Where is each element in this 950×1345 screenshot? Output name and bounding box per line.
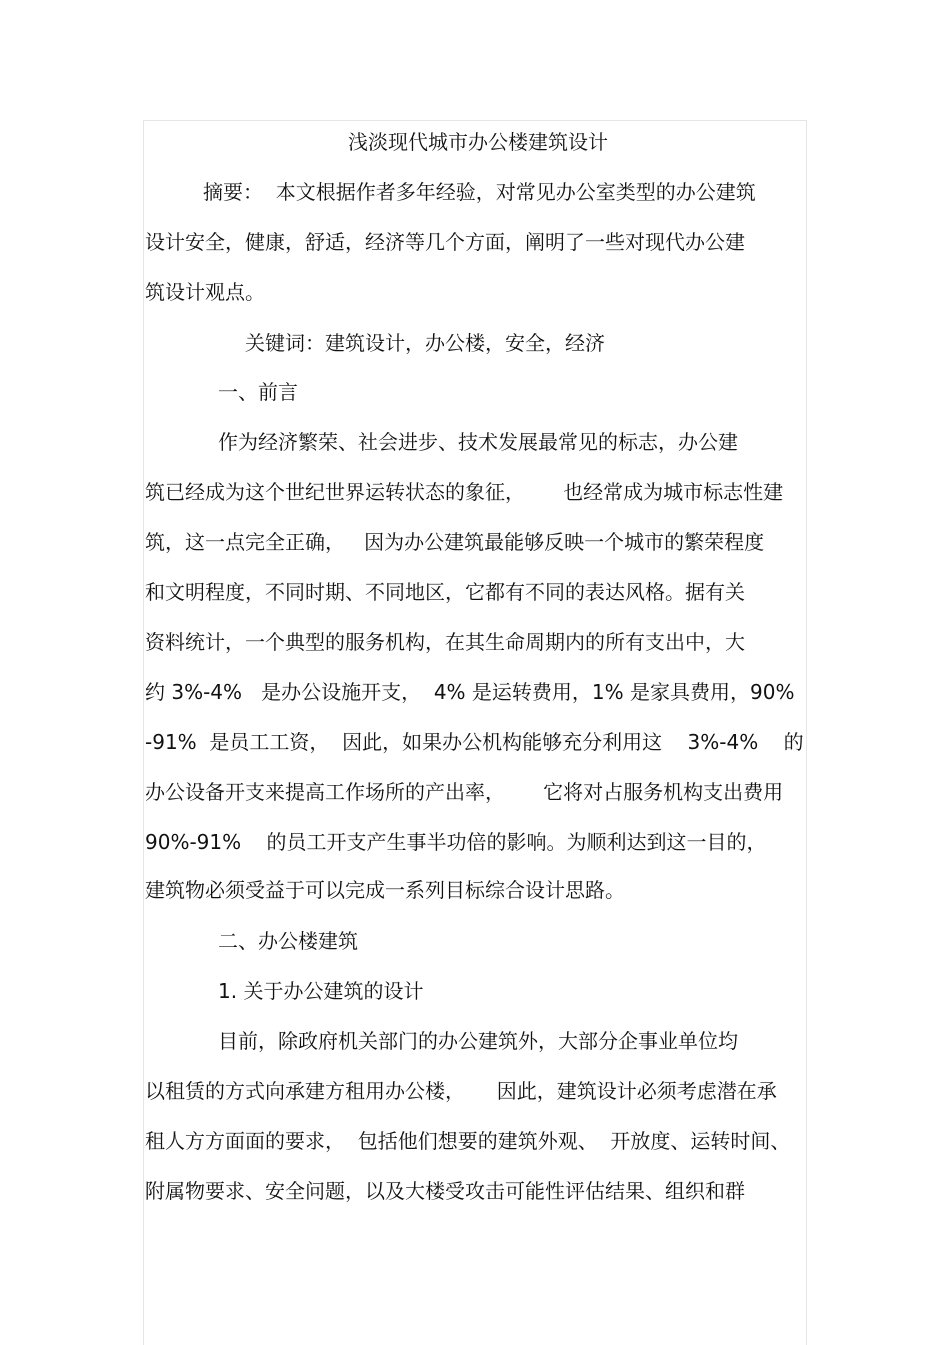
abstract-line: 摘要： 本文根据作者多年经验，对常见办公室类型的办公建筑 [203,180,756,204]
body-text-line: 约 3%-4% 是办公设施开支， 4% 是运转费用，1% 是家具费用，90% [145,680,795,704]
body-text-line: 建筑物必须受益于可以完成一系列目标综合设计思路。 [145,878,625,902]
body-text-line: 租人方方面面的要求， 包括他们想要的建筑外观、 开放度、运转时间、 [145,1129,791,1153]
keywords-line: 关键词：建筑设计，办公楼，安全，经济 [245,331,605,355]
body-text-line: 和文明程度，不同时期、不同地区，它都有不同的表达风格。据有关 [145,580,745,604]
document-title: 浅淡现代城市办公楼建筑设计 [348,130,608,154]
body-text-line: 以租赁的方式向承建方租用办公楼， 因此，建筑设计必须考虑潜在承 [145,1079,777,1103]
body-text-line: -91% 是员工工资， 因此，如果办公机构能够充分利用这 3%-4% 的 [145,730,804,754]
section-heading-office-building: 二、办公楼建筑 [218,929,358,953]
body-text-line: 办公设备开支来提高工作场所的产出率， 它将对占服务机构支出费用 [145,780,784,804]
body-text-line: 筑，这一点完全正确， 因为办公建筑最能够反映一个城市的繁荣程度 [145,530,765,554]
body-text-line: 作为经济繁荣、社会进步、技术发展最常见的标志，办公建 [218,430,738,454]
abstract-line: 设计安全，健康，舒适，经济等几个方面，阐明了一些对现代办公建 [145,230,745,254]
body-text-line: 资料统计，一个典型的服务机构，在其生命周期内的所有支出中，大 [145,630,745,654]
subsection-heading-design: 1. 关于办公建筑的设计 [218,979,424,1003]
section-heading-preface: 一、前言 [218,380,298,404]
abstract-line: 筑设计观点。 [145,280,265,304]
body-text-line: 筑已经成为这个世纪世界运转状态的象征， 也经常成为城市标志性建 [145,480,784,504]
body-text-line: 目前，除政府机关部门的办公建筑外，大部分企事业单位均 [218,1029,738,1053]
body-text-line: 附属物要求、安全问题，以及大楼受攻击可能性评估结果、组织和群 [145,1179,745,1203]
body-text-line: 90%-91% 的员工开支产生事半功倍的影响。为顺利达到这一目的， [145,830,767,854]
